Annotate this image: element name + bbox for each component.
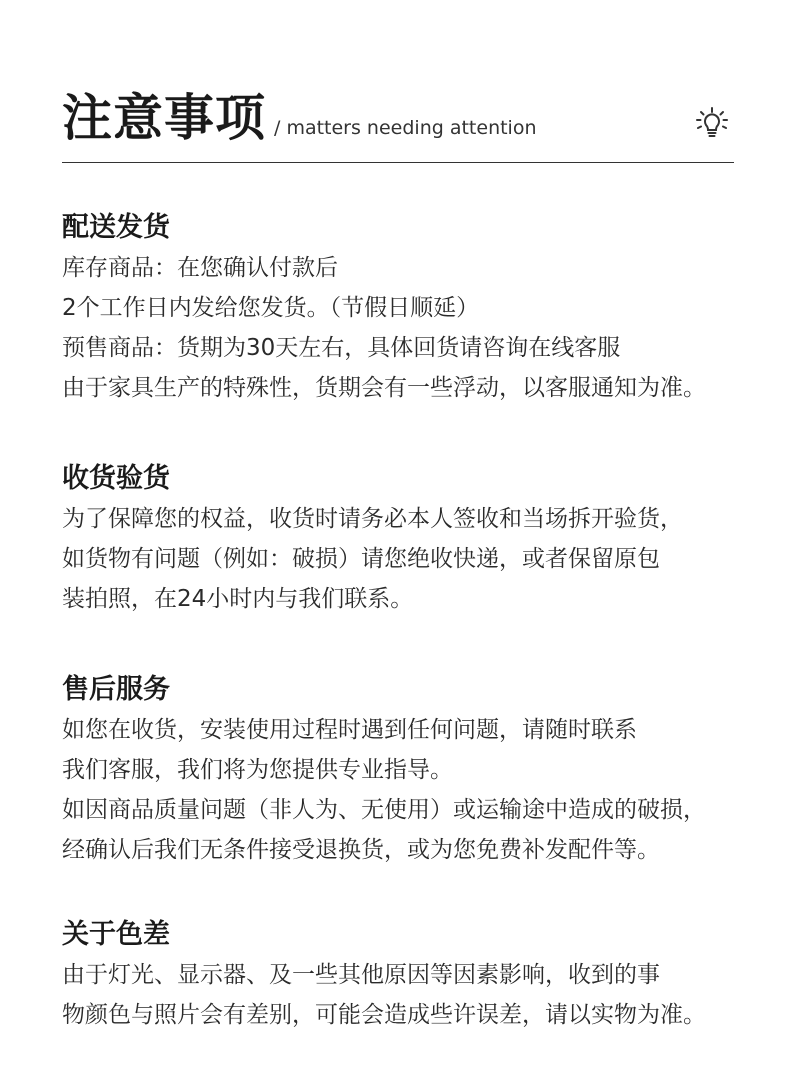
section-line: 预售商品：货期为30天左右，具体回货请咨询在线客服	[62, 335, 621, 361]
lightbulb-icon	[692, 104, 732, 144]
section-after-sales	[62, 670, 782, 870]
section-line: 我们客服，我们将为您提供专业指导。	[62, 757, 453, 783]
page-header	[62, 82, 734, 163]
section-heading: 关于色差	[62, 919, 170, 950]
section-line: 装拍照，在24小时内与我们联系。	[62, 586, 414, 612]
section-line: 为了保障您的权益，收货时请务必本人签收和当场拆开验货，	[62, 506, 683, 532]
section-line: 库存商品：在您确认付款后	[62, 255, 338, 281]
section-heading: 售后服务	[62, 674, 170, 705]
section-line: 由于家具生产的特殊性，货期会有一些浮动，以客服通知为准。	[62, 375, 706, 401]
section-line: 如货物有问题（例如：破损）请您绝收快递，或者保留原包	[62, 546, 660, 572]
page-subtitle: / matters needing attention	[274, 117, 537, 139]
section-shipping	[62, 208, 782, 408]
section-line: 如您在收货，安装使用过程时遇到任何问题，请随时联系	[62, 717, 637, 743]
section-line: 2个工作日内发给您发货。（节假日顺延）	[62, 295, 480, 321]
section-color-difference	[62, 915, 782, 1035]
page-title: 注意事项	[62, 89, 266, 147]
section-line: 由于灯光、显示器、及一些其他原因等因素影响，收到的事	[62, 962, 660, 988]
section-heading: 配送发货	[62, 212, 170, 243]
section-line: 物颜色与照片会有差别，可能会造成些许误差，请以实物为准。	[62, 1002, 706, 1028]
section-heading: 收货验货	[62, 463, 170, 494]
section-line: 经确认后我们无条件接受退换货，或为您免费补发配件等。	[62, 837, 660, 863]
section-line: 如因商品质量问题（非人为、无使用）或运输途中造成的破损，	[62, 797, 706, 823]
section-receiving	[62, 459, 782, 619]
